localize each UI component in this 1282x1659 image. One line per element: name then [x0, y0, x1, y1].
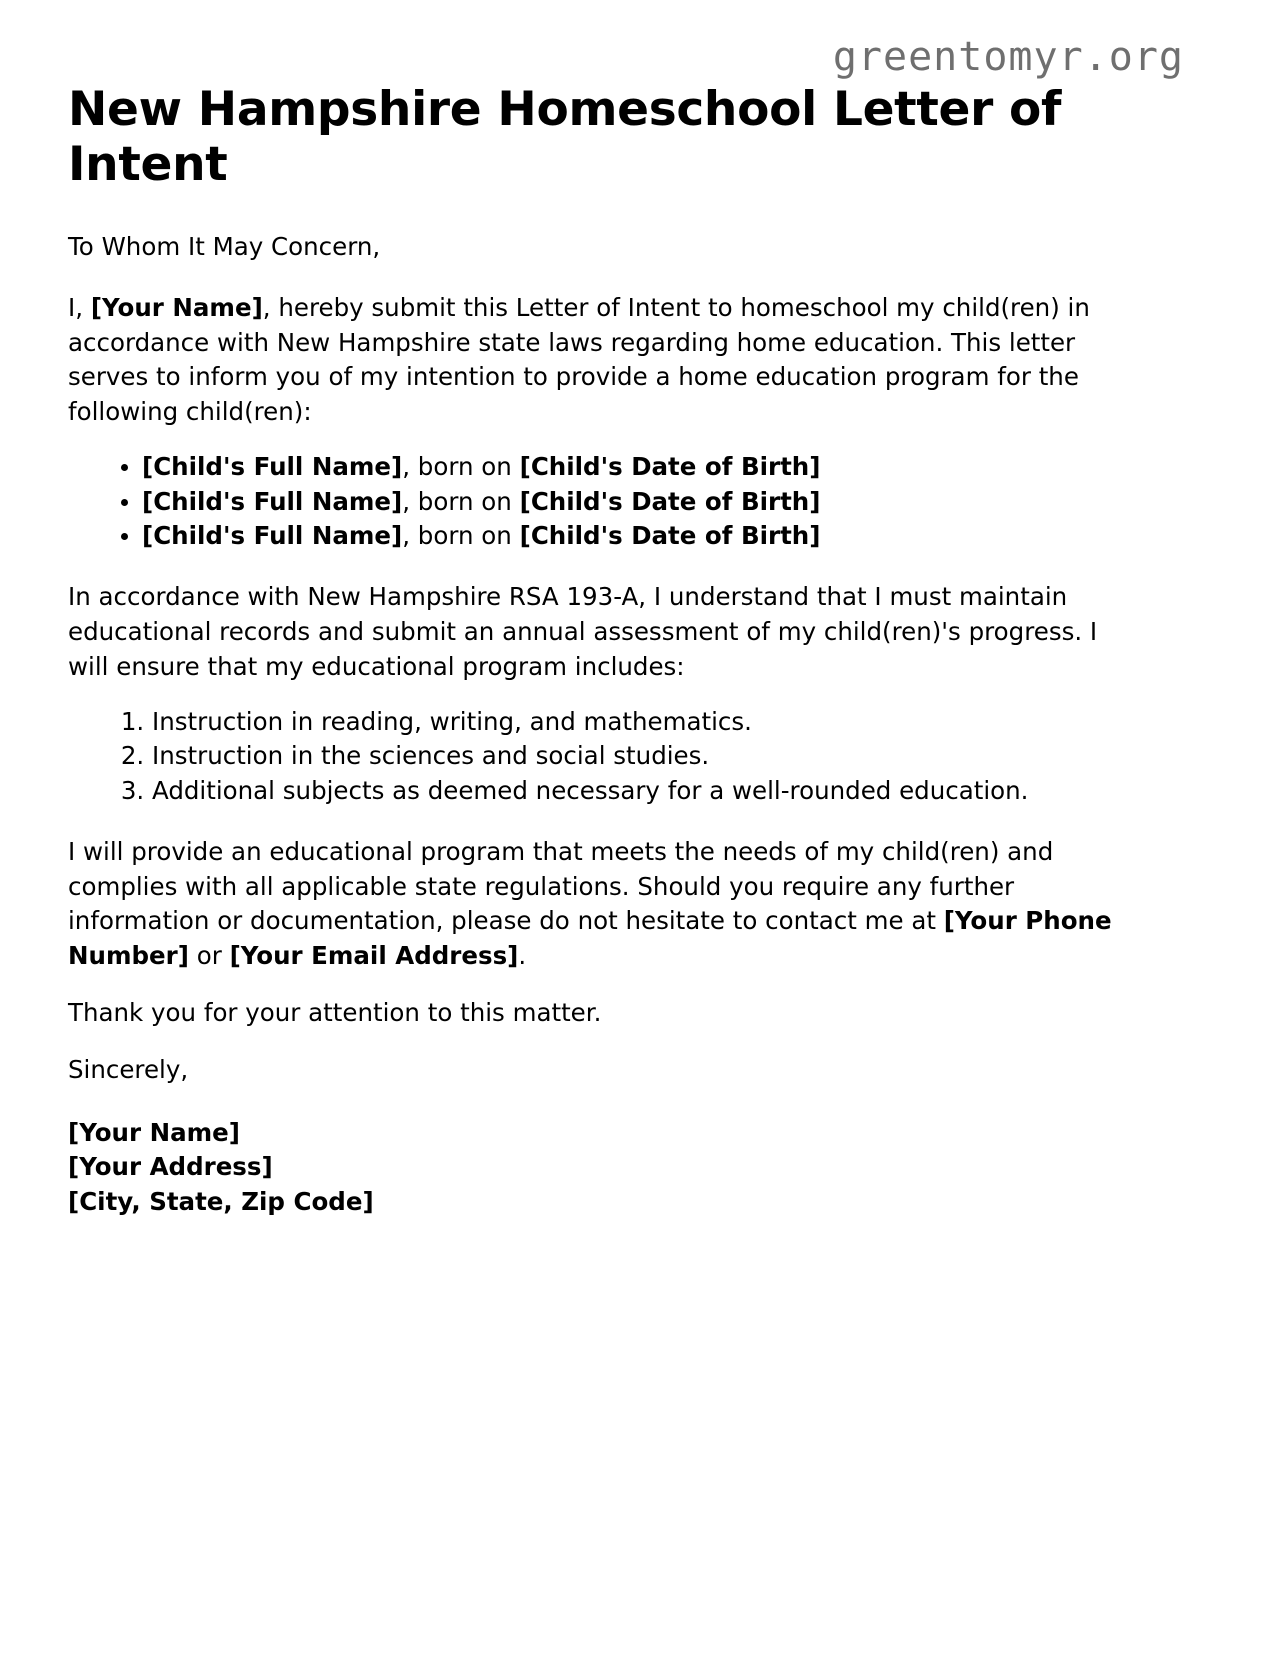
child-name-placeholder: [Child's Full Name]: [142, 451, 403, 481]
list-item: 2. Instruction in the sciences and social studies.: [152, 739, 1182, 774]
intro-paragraph: [68, 291, 1143, 430]
child-dob-placeholder: [Child's Date of Birth]: [519, 521, 821, 551]
spacer: [68, 192, 1182, 230]
thanks-paragraph: [68, 996, 1143, 1031]
signature-city-state-zip-placeholder: [City, State, Zip Code]: [68, 1187, 374, 1217]
contact-paragraph: [68, 835, 1143, 974]
spacer: [68, 1031, 1182, 1053]
child-connector-text: , born on: [402, 451, 520, 481]
thanks-text: Thank you for your attention to this matter.: [68, 998, 602, 1028]
spacer: [68, 685, 1182, 705]
email-placeholder: [Your Email Address]: [229, 941, 519, 971]
contact-after-text: .: [518, 941, 527, 971]
child-connector-text: , born on: [402, 486, 520, 516]
statute-paragraph-text: In accordance with New Hampshire RSA 193-A, I understand that I must maintain educational records and submit an annual assessment of my child(ren)'s progress. I will ensure that my educational program includes:: [68, 582, 1098, 681]
spacer: [68, 554, 1182, 580]
signature-address-placeholder: [Your Address]: [68, 1152, 273, 1182]
child-connector-text: , born on: [402, 521, 520, 551]
child-name-placeholder: [Child's Full Name]: [142, 486, 403, 516]
spacer: [68, 430, 1182, 450]
list-item: [142, 519, 1182, 554]
your-name-placeholder: [Your Name]: [90, 292, 263, 322]
signature-name-placeholder: [Your Name]: [68, 1117, 240, 1147]
child-dob-placeholder: [Child's Date of Birth]: [519, 451, 821, 481]
program-requirements-list: [68, 705, 1182, 809]
intro-before-text: I,: [68, 292, 91, 322]
list-item: 3. Additional subjects as deemed necessary for a well-rounded education.: [152, 774, 1182, 809]
statute-paragraph: [68, 580, 1143, 684]
list-item: [142, 450, 1182, 485]
salutation: [68, 230, 1143, 265]
salutation-text: To Whom It May Concern,: [68, 231, 381, 261]
contact-before-text: I will provide an educational program that meets the needs of my child(ren) and complies with all applicable state regulations. Should you require any further information or documentation, please do not hesitate to contact me at: [68, 836, 1054, 936]
spacer: [68, 1088, 1182, 1116]
list-item: 1. Instruction in reading, writing, and mathematics.: [152, 705, 1182, 740]
list-item: [142, 485, 1182, 520]
page-title: New Hampshire Homeschool Letter of Intent: [68, 82, 1062, 192]
spacer: [68, 974, 1182, 996]
children-list: [68, 450, 1182, 554]
spacer: [68, 809, 1182, 835]
contact-separator-text: or: [188, 941, 230, 971]
child-dob-placeholder: [Child's Date of Birth]: [519, 486, 821, 516]
closing-text: Sincerely,: [68, 1054, 189, 1084]
child-name-placeholder: [Child's Full Name]: [142, 521, 403, 551]
intro-after-text: , hereby submit this Letter of Intent to homeschool my child(ren) in accordance with New Hampshire state laws regarding home education. This letter serves to inform you of my intention to provide a home education program for the following child(ren):: [68, 292, 1090, 427]
closing-line: [68, 1053, 1143, 1088]
site-watermark: greentomyr.org: [832, 34, 1184, 80]
phone-placeholder: [Your Phone Number]: [68, 906, 1112, 971]
spacer: [68, 265, 1182, 291]
signature-block: [68, 1116, 1182, 1220]
